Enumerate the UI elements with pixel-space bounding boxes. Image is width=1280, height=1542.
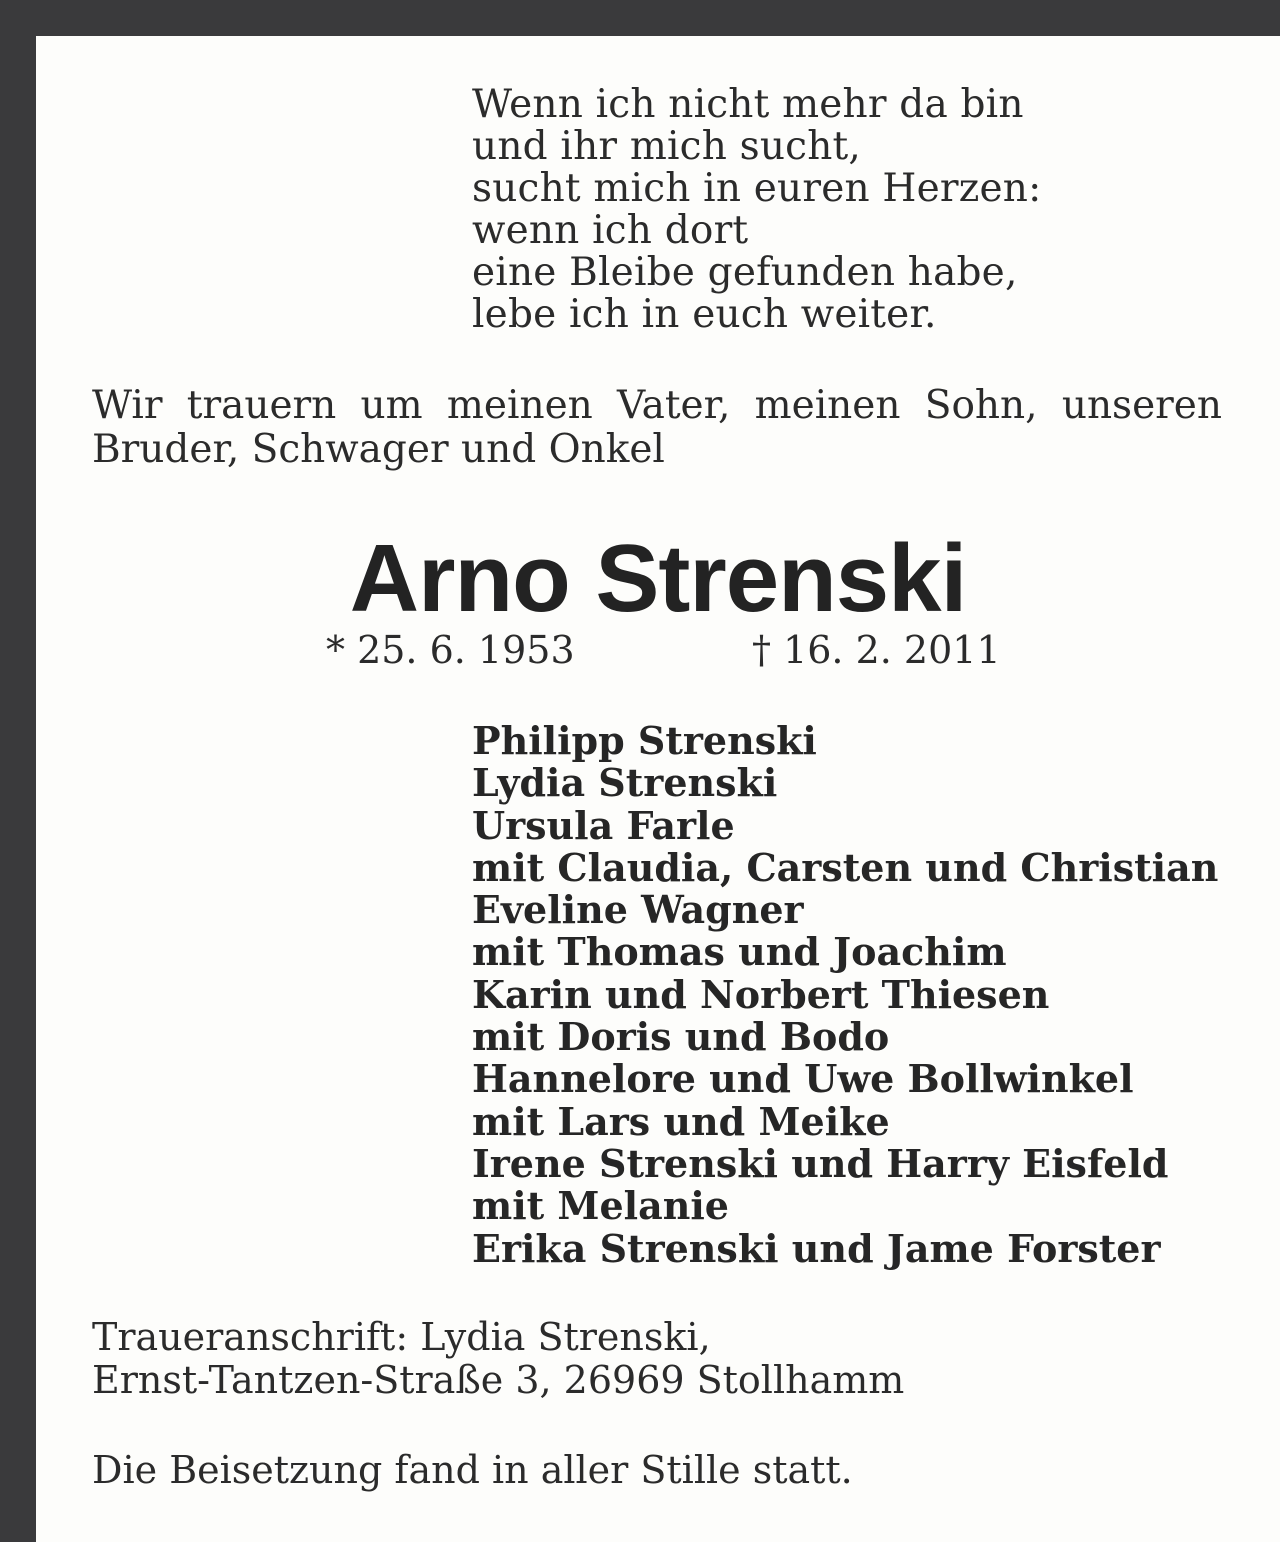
funeral-note: Die Beisetzung fand in aller Stille statt. — [92, 1448, 853, 1492]
poem-line: eine Bleibe gefunden habe, — [472, 250, 1018, 295]
mourner-line: Philipp Strenski — [472, 718, 817, 763]
deceased-name: Arno Strenski — [349, 525, 967, 632]
mourner-line: Hannelore und Uwe Bollwinkel — [472, 1056, 1134, 1102]
mourning-address — [92, 1316, 904, 1402]
mourner-line: mit Thomas und Joachim — [472, 929, 1007, 975]
mourner-line: Ursula Farle — [472, 802, 735, 848]
mourner-line: Irene Strenski und Harry Eisfeld — [472, 1140, 1169, 1186]
mourner-line: mit Claudia, Carsten und Christian — [472, 844, 1219, 890]
mourning-intro — [92, 384, 1222, 472]
poem-line: lebe ich in euch weiter. — [472, 292, 937, 337]
intro-line: Bruder, Schwager und Onkel — [92, 427, 665, 472]
mourner-line: Lydia Strenski — [472, 760, 778, 806]
poem-line: wenn ich dort — [472, 208, 749, 253]
mourner-line: mit Doris und Bodo — [472, 1014, 890, 1060]
death-date: † 16. 2. 2011 — [752, 628, 1001, 672]
mourner-line: mit Melanie — [472, 1183, 729, 1229]
birth-date: * 25. 6. 1953 — [326, 628, 575, 672]
poem-line: und ihr mich sucht, — [472, 124, 862, 169]
intro-line: Wir trauern um meinen Vater, meinen Sohn, unseren — [92, 383, 1222, 428]
mourner-line: Eveline Wagner — [472, 887, 804, 933]
mourner-line: Karin und Norbert Thiesen — [472, 971, 1050, 1017]
address-line: Ernst-Tantzen-Straße 3, 26969 Stollhamm — [92, 1358, 905, 1402]
mourner-line: Erika Strenski und Jame Forster — [472, 1225, 1161, 1271]
obituary-notice — [36, 36, 1280, 1542]
poem-line: sucht mich in euren Herzen: — [472, 166, 1042, 211]
mourner-line: mit Lars und Meike — [472, 1098, 890, 1144]
address-line: Traueranschrift: Lydia Strenski, — [92, 1315, 711, 1359]
poem-line: Wenn ich nicht mehr da bin — [472, 82, 1024, 127]
mourners-list — [472, 720, 1218, 1270]
poem — [472, 84, 1041, 336]
